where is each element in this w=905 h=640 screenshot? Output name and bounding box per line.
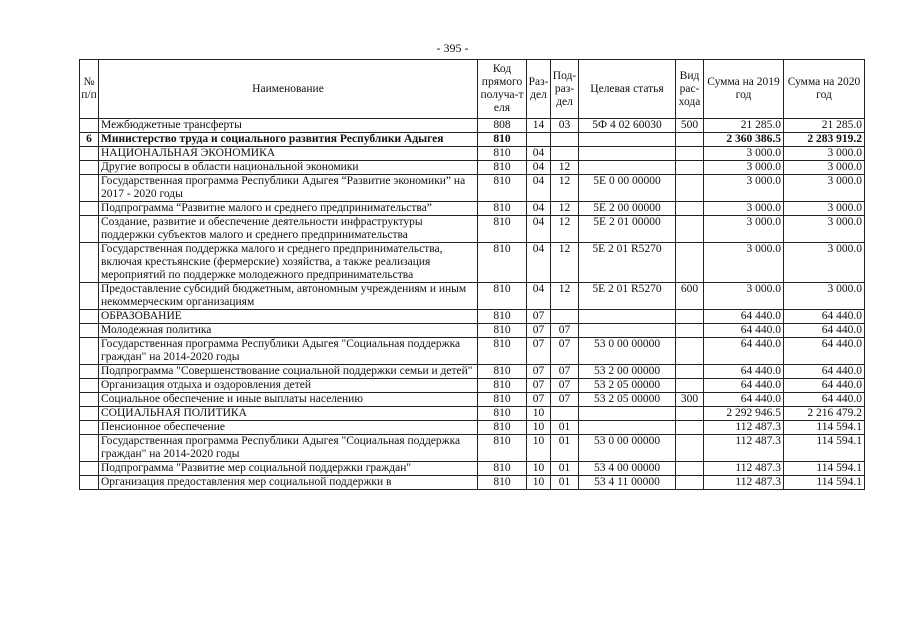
cell-name: Организация отдыха и оздоровления детей: [99, 379, 478, 393]
cell-subsection: 12: [551, 216, 579, 243]
cell-code: 810: [478, 338, 527, 365]
cell-expense-type: [676, 435, 704, 462]
cell-sum-2020: 3 000.0: [784, 147, 865, 161]
cell-expense-type: [676, 379, 704, 393]
col-header-expense-type: Вид рас- хода: [676, 60, 704, 119]
table-row: [80, 216, 865, 243]
table-row: [80, 407, 865, 421]
table-row: [80, 462, 865, 476]
cell-section: 14: [527, 119, 551, 133]
cell-code: 810: [478, 421, 527, 435]
table-row: [80, 283, 865, 310]
cell-section: 04: [527, 283, 551, 310]
cell-sum-2020: 114 594.1: [784, 462, 865, 476]
cell-expense-type: [676, 421, 704, 435]
cell-name: Пенсионное обеспечение: [99, 421, 478, 435]
cell-expense-type: 600: [676, 283, 704, 310]
col-header-sum-2019: Сумма на 2019 год: [704, 60, 784, 119]
cell-subsection: 12: [551, 283, 579, 310]
cell-num: [80, 324, 99, 338]
cell-section: 10: [527, 435, 551, 462]
cell-section: 07: [527, 365, 551, 379]
cell-name: Подпрограмма "Совершенствование социальной поддержки семьи и детей": [99, 365, 478, 379]
cell-expense-type: [676, 147, 704, 161]
cell-target: 5Е 2 01 00000: [579, 216, 676, 243]
cell-subsection: 12: [551, 175, 579, 202]
cell-num: [80, 379, 99, 393]
cell-target: [579, 147, 676, 161]
cell-sum-2019: 64 440.0: [704, 365, 784, 379]
cell-target: 5Ф 4 02 60030: [579, 119, 676, 133]
cell-num: [80, 421, 99, 435]
cell-target: [579, 133, 676, 147]
cell-sum-2019: 2 360 386.5: [704, 133, 784, 147]
cell-section: 07: [527, 379, 551, 393]
cell-num: [80, 283, 99, 310]
cell-code: 810: [478, 161, 527, 175]
cell-name: Государственная программа Республики Адыгея "Социальная поддержка граждан" на 2014-2020 годы: [99, 435, 478, 462]
cell-name: Организация предоставления мер социальной поддержки в: [99, 476, 478, 490]
table-row: [80, 175, 865, 202]
cell-code: 810: [478, 133, 527, 147]
cell-sum-2020: 3 000.0: [784, 283, 865, 310]
cell-section: 04: [527, 175, 551, 202]
cell-target: 53 0 00 00000: [579, 338, 676, 365]
cell-target: 5Е 0 00 00000: [579, 175, 676, 202]
cell-name: Государственная программа Республики Адыгея "Социальная поддержка граждан" на 2014-2020 годы: [99, 338, 478, 365]
cell-sum-2020: 3 000.0: [784, 243, 865, 283]
col-header-section: Раз- дел: [527, 60, 551, 119]
cell-section: 07: [527, 393, 551, 407]
table-row: [80, 379, 865, 393]
cell-sum-2020: 21 285.0: [784, 119, 865, 133]
cell-sum-2019: 64 440.0: [704, 310, 784, 324]
cell-sum-2020: 64 440.0: [784, 365, 865, 379]
col-header-subsection: Под- раз- дел: [551, 60, 579, 119]
cell-code: 810: [478, 379, 527, 393]
cell-subsection: [551, 147, 579, 161]
cell-subsection: 07: [551, 393, 579, 407]
cell-sum-2019: 112 487.3: [704, 421, 784, 435]
cell-target: 53 2 05 00000: [579, 379, 676, 393]
cell-sum-2019: 21 285.0: [704, 119, 784, 133]
cell-sum-2019: 64 440.0: [704, 338, 784, 365]
cell-subsection: 12: [551, 161, 579, 175]
cell-section: 10: [527, 462, 551, 476]
cell-code: 810: [478, 243, 527, 283]
cell-num: [80, 216, 99, 243]
cell-name: НАЦИОНАЛЬНАЯ ЭКОНОМИКА: [99, 147, 478, 161]
cell-sum-2019: 3 000.0: [704, 216, 784, 243]
cell-sum-2020: 2 283 919.2: [784, 133, 865, 147]
cell-name: Молодежная политика: [99, 324, 478, 338]
cell-subsection: [551, 310, 579, 324]
cell-num: [80, 202, 99, 216]
cell-sum-2020: 64 440.0: [784, 379, 865, 393]
cell-num: [80, 476, 99, 490]
cell-expense-type: [676, 407, 704, 421]
cell-num: [80, 310, 99, 324]
cell-num: [80, 119, 99, 133]
cell-subsection: 12: [551, 202, 579, 216]
cell-code: 810: [478, 310, 527, 324]
cell-sum-2019: 2 292 946.5: [704, 407, 784, 421]
cell-sum-2019: 3 000.0: [704, 161, 784, 175]
cell-subsection: [551, 133, 579, 147]
cell-sum-2020: 64 440.0: [784, 393, 865, 407]
cell-sum-2020: 3 000.0: [784, 175, 865, 202]
cell-name: Министерство труда и социального развития Республики Адыгея: [99, 133, 478, 147]
cell-target: [579, 161, 676, 175]
col-header-sum-2020: Сумма на 2020 год: [784, 60, 865, 119]
table-row: [80, 435, 865, 462]
cell-code: 810: [478, 393, 527, 407]
cell-sum-2019: 3 000.0: [704, 147, 784, 161]
cell-num: [80, 338, 99, 365]
cell-target: 53 2 05 00000: [579, 393, 676, 407]
cell-expense-type: [676, 202, 704, 216]
cell-name: Создание, развитие и обеспечение деятельности инфраструктуры поддержки субъектов малого и среднего предпринимательства: [99, 216, 478, 243]
cell-expense-type: [676, 133, 704, 147]
cell-num: [80, 462, 99, 476]
cell-name: Подпрограмма “Развитие малого и среднего предпринимательства”: [99, 202, 478, 216]
cell-sum-2020: 114 594.1: [784, 421, 865, 435]
table-row: [80, 310, 865, 324]
cell-section: 07: [527, 338, 551, 365]
table-row: [80, 365, 865, 379]
cell-section: 04: [527, 216, 551, 243]
cell-name: Межбюджетные трансферты: [99, 119, 478, 133]
table-row: [80, 243, 865, 283]
cell-name: Социальное обеспечение и иные выплаты населению: [99, 393, 478, 407]
cell-section: 07: [527, 324, 551, 338]
col-header-num: № п/п: [80, 60, 99, 119]
cell-subsection: 01: [551, 435, 579, 462]
cell-expense-type: [676, 365, 704, 379]
cell-subsection: 07: [551, 379, 579, 393]
cell-subsection: 12: [551, 243, 579, 283]
cell-num: [80, 407, 99, 421]
cell-code: 810: [478, 147, 527, 161]
cell-subsection: 07: [551, 324, 579, 338]
cell-sum-2020: 64 440.0: [784, 324, 865, 338]
cell-subsection: 01: [551, 421, 579, 435]
col-header-target: Целевая статья: [579, 60, 676, 119]
cell-section: 10: [527, 421, 551, 435]
cell-num: [80, 435, 99, 462]
cell-sum-2019: 3 000.0: [704, 202, 784, 216]
cell-expense-type: [676, 324, 704, 338]
cell-sum-2019: 64 440.0: [704, 393, 784, 407]
cell-expense-type: [676, 476, 704, 490]
cell-section: 04: [527, 243, 551, 283]
cell-sum-2020: 114 594.1: [784, 435, 865, 462]
cell-expense-type: [676, 338, 704, 365]
cell-code: 810: [478, 283, 527, 310]
cell-expense-type: [676, 175, 704, 202]
cell-target: [579, 407, 676, 421]
cell-section: 04: [527, 147, 551, 161]
cell-subsection: 07: [551, 338, 579, 365]
cell-target: 5Е 2 01 R5270: [579, 283, 676, 310]
cell-code: 810: [478, 435, 527, 462]
table-row: [80, 147, 865, 161]
cell-code: 810: [478, 407, 527, 421]
cell-subsection: 03: [551, 119, 579, 133]
table-row: [80, 338, 865, 365]
cell-num: [80, 161, 99, 175]
cell-name: Предоставление субсидий бюджетным, автономным учреждениям и иным некоммерческим организациям: [99, 283, 478, 310]
cell-code: 810: [478, 462, 527, 476]
table-row: [80, 133, 865, 147]
cell-code: 808: [478, 119, 527, 133]
cell-expense-type: 500: [676, 119, 704, 133]
cell-sum-2020: 3 000.0: [784, 216, 865, 243]
cell-num: 6: [80, 133, 99, 147]
cell-section: 10: [527, 476, 551, 490]
cell-sum-2019: 112 487.3: [704, 476, 784, 490]
cell-subsection: 01: [551, 476, 579, 490]
cell-name: Государственная поддержка малого и среднего предпринимательства, включая крестьянские (фермерские) хозяйства, а также реализация мероприятий по поддержке молодежного предпринимательства: [99, 243, 478, 283]
cell-expense-type: [676, 462, 704, 476]
table-row: [80, 119, 865, 133]
cell-sum-2020: 114 594.1: [784, 476, 865, 490]
cell-code: 810: [478, 216, 527, 243]
cell-num: [80, 147, 99, 161]
cell-num: [80, 243, 99, 283]
cell-name: СОЦИАЛЬНАЯ ПОЛИТИКА: [99, 407, 478, 421]
cell-sum-2020: 3 000.0: [784, 202, 865, 216]
cell-sum-2019: 3 000.0: [704, 243, 784, 283]
cell-num: [80, 365, 99, 379]
table-row: [80, 421, 865, 435]
table-row: [80, 393, 865, 407]
cell-target: [579, 421, 676, 435]
cell-section: 07: [527, 310, 551, 324]
cell-expense-type: [676, 161, 704, 175]
cell-num: [80, 393, 99, 407]
cell-target: [579, 310, 676, 324]
cell-target: 53 2 00 00000: [579, 365, 676, 379]
cell-name: Другие вопросы в области национальной экономики: [99, 161, 478, 175]
table-row: [80, 476, 865, 490]
table-row: [80, 161, 865, 175]
cell-target: 5Е 2 01 R5270: [579, 243, 676, 283]
cell-target: 53 4 11 00000: [579, 476, 676, 490]
cell-code: 810: [478, 175, 527, 202]
cell-name: Подпрограмма "Развитие мер социальной поддержки граждан": [99, 462, 478, 476]
cell-expense-type: [676, 216, 704, 243]
cell-expense-type: [676, 243, 704, 283]
cell-subsection: [551, 407, 579, 421]
cell-sum-2019: 112 487.3: [704, 435, 784, 462]
cell-code: 810: [478, 324, 527, 338]
cell-sum-2019: 3 000.0: [704, 283, 784, 310]
col-header-name: Наименование: [99, 60, 478, 119]
cell-target: 53 0 00 00000: [579, 435, 676, 462]
cell-name: ОБРАЗОВАНИЕ: [99, 310, 478, 324]
cell-num: [80, 175, 99, 202]
cell-target: 5Е 2 00 00000: [579, 202, 676, 216]
cell-sum-2019: 112 487.3: [704, 462, 784, 476]
cell-target: 53 4 00 00000: [579, 462, 676, 476]
budget-table: [79, 59, 865, 490]
col-header-code: Код прямого получа-т еля: [478, 60, 527, 119]
cell-expense-type: 300: [676, 393, 704, 407]
cell-sum-2020: 2 216 479.2: [784, 407, 865, 421]
table-row: [80, 202, 865, 216]
cell-name: Государственная программа Республики Адыгея “Развитие экономики” на 2017 - 2020 годы: [99, 175, 478, 202]
cell-section: 10: [527, 407, 551, 421]
cell-sum-2020: 64 440.0: [784, 338, 865, 365]
cell-sum-2019: 64 440.0: [704, 324, 784, 338]
cell-code: 810: [478, 365, 527, 379]
cell-code: 810: [478, 476, 527, 490]
cell-sum-2020: 64 440.0: [784, 310, 865, 324]
cell-subsection: 07: [551, 365, 579, 379]
header-row: [80, 60, 865, 119]
cell-sum-2019: 3 000.0: [704, 175, 784, 202]
cell-expense-type: [676, 310, 704, 324]
cell-section: 04: [527, 161, 551, 175]
cell-section: 04: [527, 202, 551, 216]
cell-code: 810: [478, 202, 527, 216]
cell-sum-2020: 3 000.0: [784, 161, 865, 175]
cell-subsection: 01: [551, 462, 579, 476]
cell-sum-2019: 64 440.0: [704, 379, 784, 393]
cell-section: [527, 133, 551, 147]
cell-target: [579, 324, 676, 338]
page-number: - 395 -: [436, 41, 469, 55]
table-row: [80, 324, 865, 338]
